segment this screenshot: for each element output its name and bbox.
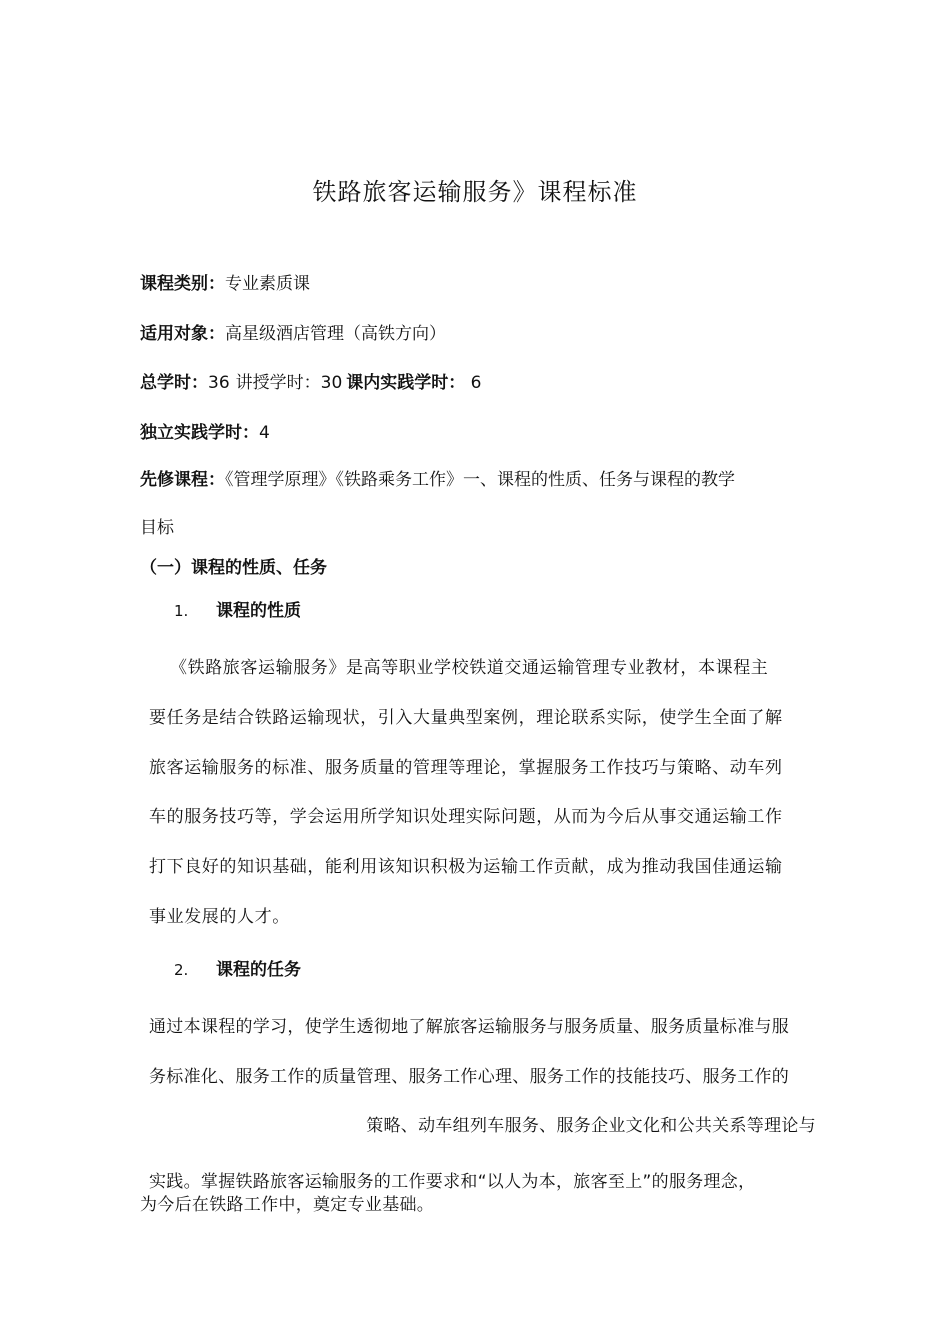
prerequisite-line-continued: 目标 xyxy=(140,518,174,538)
lecture-hours-label: 讲授学时： xyxy=(235,373,321,393)
total-hours-value: 36 xyxy=(208,373,230,393)
paragraph-1-line-1: 《铁路旅客运输服务》是高等职业学校铁道交通运输管理专业教材，本课程主 xyxy=(170,658,769,678)
hours-line xyxy=(140,371,482,395)
prerequisite-label: 先修课程： xyxy=(140,470,225,490)
subsection-1-number: 1. xyxy=(174,602,189,620)
paragraph-1-line-2: 要任务是结合铁路运输现状，引入大量典型案例，理论联系实际，使学生全面了解 xyxy=(149,708,783,728)
course-category-line xyxy=(140,272,310,296)
subsection-1-title: 课程的性质 xyxy=(216,601,301,621)
paragraph-2-line-4: 实践。掌握铁路旅客运输服务的工作要求和“以人为本，旅客至上”的服务理念， xyxy=(149,1172,756,1192)
practice-hours-value: 6 xyxy=(465,373,482,393)
total-hours-label: 总学时： xyxy=(140,373,208,393)
audience-value: 高星级酒店管理（高铁方向） xyxy=(225,324,446,344)
paragraph-2-line-3: 策略、动车组列车服务、服务企业文化和公共关系等理论与 xyxy=(366,1116,816,1136)
course-category-value: 专业素质课 xyxy=(225,274,310,294)
course-category-label: 课程类别： xyxy=(140,274,225,294)
section-heading: （一）课程的性质、任务 xyxy=(140,558,327,578)
audience-line xyxy=(140,322,446,346)
lecture-hours-value: 30 xyxy=(320,373,343,393)
subsection-2-title: 课程的任务 xyxy=(216,960,301,980)
subsection-2-heading xyxy=(174,958,301,982)
paragraph-1-line-3: 旅客运输服务的标准、服务质量的管理等理论，掌握服务工作技巧与策略、动车列 xyxy=(149,758,783,778)
independent-practice-label: 独立实践学时： xyxy=(140,423,259,443)
prerequisite-line xyxy=(140,468,735,492)
subsection-1-heading xyxy=(174,599,301,623)
practice-hours-label: 课内实践学时： xyxy=(346,373,466,393)
paragraph-2-line-5: 为今后在铁路工作中，奠定专业基础。 xyxy=(140,1195,435,1215)
prerequisite-value: 《管理学原理》《铁路乘务工作》一、课程的性质、任务与课程的教学 xyxy=(225,470,735,490)
paragraph-1-line-6: 事业发展的人才。 xyxy=(149,907,290,927)
document-title: 铁路旅客运输服务》课程标准 xyxy=(312,178,638,206)
independent-practice-value: 4 xyxy=(259,423,270,443)
independent-practice-line xyxy=(140,421,270,445)
subsection-2-number: 2. xyxy=(174,961,189,979)
paragraph-1-line-5: 打下良好的知识基础，能利用该知识积极为运输工作贡献，成为推动我国佳通运输 xyxy=(149,857,783,877)
paragraph-1-line-4: 车的服务技巧等，学会运用所学知识处理实际问题，从而为今后从事交通运输工作 xyxy=(149,807,783,827)
audience-label: 适用对象： xyxy=(140,324,225,344)
paragraph-2-line-1: 通过本课程的学习，使学生透彻地了解旅客运输服务与服务质量、服务质量标准与服 xyxy=(149,1017,790,1037)
paragraph-2-line-2: 务标准化、服务工作的质量管理、服务工作心理、服务工作的技能技巧、服务工作的 xyxy=(149,1067,790,1087)
